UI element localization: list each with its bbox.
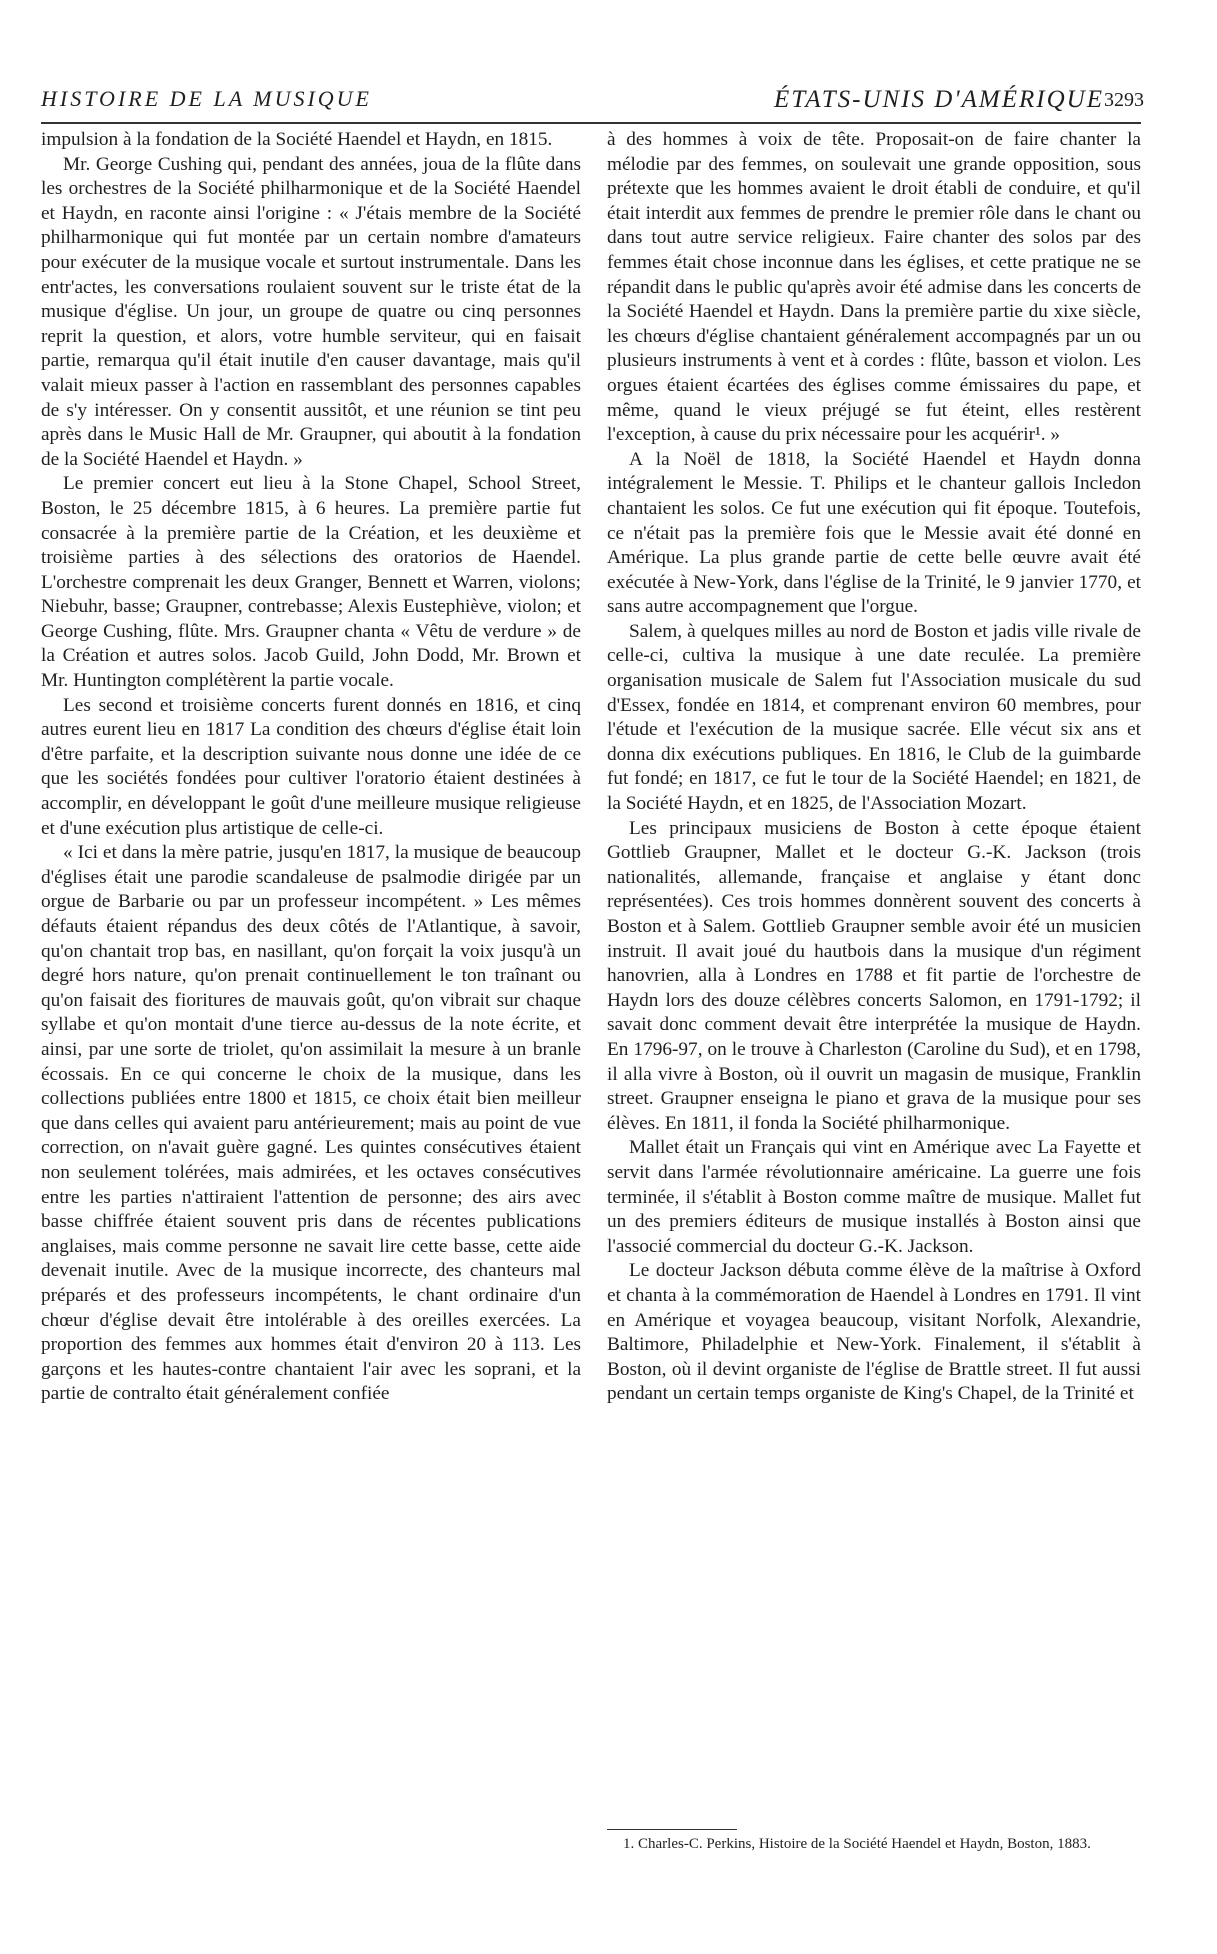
paragraph: Le premier concert eut lieu à la Stone Chapel, School Street, Boston, le 25 décembre 1815, à 6 heures. La première partie fut consacrée à la première partie de la Création, et les deuxième et troisième parties à des sélections des oratorios de Haendel. L'orchestre comprenait les deux Granger, Bennett et Warren, violons; Niebuhr, basse; Graupner, contrebasse; Alexis Eustephiève, violon; et George Cushing, flûte. Mrs. Graupner chanta « Vêtu de verdure » de la Création et autres solos. Jacob Guild, John Dodd, Mr. Brown et Mr. Huntington complétèrent la partie vocale. [41, 473, 581, 692]
paragraph: Le docteur Jackson débuta comme élève de la maîtrise à Oxford et chanta à la commémoration de Haendel à Londres en 1791. Il vint en Amérique et voyagea beaucoup, visitant Norfolk, Alexandrie, Baltimore, Philadelphie et New-York. Finalement, il s'établit à Boston, où il devint organiste de l'église de Brattle street. Il fut aussi pendant un certain temps organiste de King's Chapel, de la Trinité et [607, 1260, 1141, 1405]
paragraph: impulsion à la fondation de la Société Haendel et Haydn, en 1815. [41, 129, 553, 150]
header-right-title: ÉTATS-UNIS D'AMÉRIQUE [774, 86, 1104, 113]
header-left-title: HISTOIRE DE LA MUSIQUE [41, 86, 372, 111]
paragraph: Salem, à quelques milles au nord de Boston et jadis ville rivale de celle-ci, cultiva la musique à une date reculée. La première organisation musicale de Salem fut l'Association musicale du sud d'Essex, fondée en 1814, et comprenant environ 60 membres, pour l'étude et l'exécution de la musique sacrée. Elle vécut six ans et donna dix exécutions publiques. En 1816, le Club de la guimbarde fut fondé; en 1817, ce fut le tour de la Société Haendel; en 1821, de la Société Haydn, et en 1825, de l'Association Mozart. [607, 620, 1141, 815]
header-rule [41, 122, 1141, 124]
paragraph: à des hommes à voix de tête. Proposait-on de faire chanter la mélodie par des femmes, on soulevait une grande opposition, sous prétexte que les hommes avaient le droit établi de conduire, et qu'il était interdit aux femmes de prendre le premier rôle dans le chant ou dans tout autre service religieux. Faire chanter des solos par des femmes était chose inconnue dans les églises, et cette pratique ne se répandit dans le public qu'après avoir été admise dans les concerts de la Société Haendel et Haydn. Dans la première partie du xixe siècle, les chœurs d'église chantaient généralement accompagnés par un ou plusieurs instruments à vent et à cordes : flûte, basson et violon. Les orgues étaient écartées des églises comme émissaires du pape, et même, quand le vieux préjugé se fut éteint, elles restèrent l'exception, à cause du prix nécessaire pour les acquérir¹. » [607, 129, 1141, 446]
paragraph: A la Noël de 1818, la Société Haendel et Haydn donna intégralement le Messie. T. Philips et le chanteur gallois Incledon chantaient les solos. Ce fut une exécution qui fit époque. Toutefois, ce n'était pas la première fois que le Messie avait été donné en Amérique. La plus grande partie de cette belle œuvre avait été exécutée à New-York, dans l'église de la Trinité, le 9 janvier 1770, et sans autre accompagnement que l'orgue. [607, 448, 1141, 618]
paragraph: Mallet était un Français qui vint en Amérique avec La Fayette et servit dans l'armée révolutionnaire américaine. La guerre une fois terminée, il s'établit à Boston comme maître de musique. Mallet fut un des premiers éditeurs de musique installés à Boston ainsi que l'associé commercial du docteur G.-K. Jackson. [607, 1137, 1141, 1257]
right-column [607, 128, 1141, 1407]
paragraph: Mr. George Cushing qui, pendant des années, joua de la flûte dans les orchestres de la Société philharmonique et de la Société Haendel et Haydn, en raconte ainsi l'origine : « J'étais membre de la Société philharmonique qui fut montée par un certain nombre d'amateurs pour exécuter de la musique vocale et surtout instrumentale. Dans les entr'actes, les conversations roulaient souvent sur le triste état de la musique d'église. Un jour, un groupe de quatre ou cinq personnes reprit la question, et alors, votre humble serviteur, qui en faisait partie, remarqua qu'il était inutile d'en causer davantage, mais qu'il valait mieux passer à l'action en rassemblant des personnes capables de s'y intéresser. On y consentit aussitôt, et une réunion se tint peu après dans le Music Hall de Mr. Graupner, qui aboutit à la fondation de la Société Haendel et Haydn. » [41, 153, 581, 470]
footnote: 1. Charles-C. Perkins, Histoire de la Société Haendel et Haydn, Boston, 1883. [623, 1836, 1091, 1852]
running-header [41, 86, 1144, 120]
paragraph: Les principaux musiciens de Boston à cette époque étaient Gottlieb Graupner, Mallet et le docteur G.-K. Jackson (trois nationalités, allemande, française et anglaise y étant donc représentées). Ces trois hommes donnèrent souvent des concerts à Boston et à Salem. Gottlieb Graupner semble avoir été un musicien instruit. Il avait joué du hautbois dans la musique d'un régiment hanovrien, alla à Londres en 1788 et fit partie de l'orchestre de Haydn lors des douze célèbres concerts Salomon, en 1791-1792; il savait donc comment devait être interprétée la musique de Haydn. En 1796-97, on le trouve à Charleston (Caroline du Sud), et en 1798, il alla vivre à Boston, où il ouvrit un magasin de musique, Franklin street. Graupner enseigna le piano et grava de la musique pour ses élèves. En 1811, il fonda la Société philharmonique. [607, 817, 1141, 1134]
paragraph: Les second et troisième concerts furent donnés en 1816, et cinq autres eurent lieu en 1817 La condition des chœurs d'église était loin d'être parfaite, et la description suivante nous donne une idée de ce que les sociétés fondées pour cultiver l'oratorio étaient destinées à accomplir, en développant le goût d'une meilleure musique religieuse et d'une exécution plus artistique de celle-ci. [41, 694, 581, 839]
left-column [41, 128, 581, 1407]
page-number: 3293 [1104, 89, 1144, 111]
footnote-rule [607, 1829, 737, 1830]
paragraph: « Ici et dans la mère patrie, jusqu'en 1817, la musique de beaucoup d'églises était une parodie scandaleuse de psalmodie dirigée par un orgue de Barbarie ou par un professeur incompétent. » Les mêmes défauts étaient répandus des deux côtés de l'Atlantique, à savoir, qu'on chantait trop bas, en nasillant, qu'on forçait la voix jusqu'à un degré hors nature, qu'on prenait continuellement le ton traînant ou qu'on faisait des fioritures de mauvais goût, qu'on vibrait sur chaque syllabe et qu'on montait d'une tierce au-dessus de la note écrite, et ainsi, par une sorte de triolet, qu'on assimilait la mesure à un branle écossais. En ce qui concerne le choix de la musique, dans les collections publiées entre 1800 et 1815, ce choix était bien meilleur que dans celles qui avaient paru antérieurement; mais au point de vue correction, on n'avait guère gagné. Les quintes consécutives étaient non seulement tolérées, mais admirées, et les octaves consécutives entre les parties n'attiraient l'attention de personne; des airs avec basse chiffrée étaient souvent pris dans de récentes publications anglaises, mais comme personne ne savait lire cette basse, cette aide devenait inutile. Avec de la musique incorrecte, des chanteurs mal préparés et des professeurs incompétents, le chant ordinaire d'un chœur d'église devait être intolérable à des oreilles exercées. La proportion des femmes aux hommes était d'environ 20 à 113. Les garçons et les hautes-contre chantaient l'air avec les soprani, et la partie de contralto était généralement confiée [41, 842, 581, 1405]
